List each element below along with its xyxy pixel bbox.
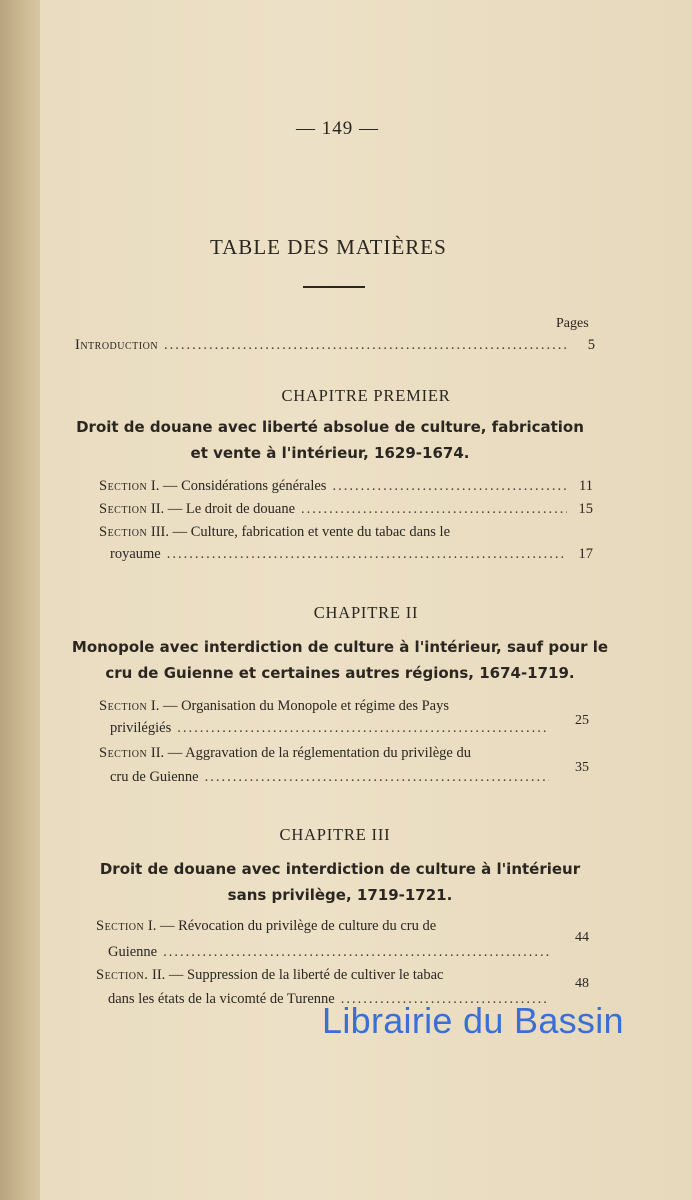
pages-column-label: Pages	[556, 316, 589, 331]
title-rule	[303, 286, 365, 288]
section-label: Section	[99, 478, 148, 494]
leader-dots	[167, 546, 567, 563]
section-page: 25	[575, 713, 589, 728]
section-continuation: privilégiés	[110, 720, 172, 736]
section-title: III. — Culture, fabrication et vente du tabac dans le	[150, 524, 451, 540]
section-continuation: cru de Guienne	[110, 769, 199, 785]
toc-entry	[110, 546, 593, 563]
book-gutter	[0, 0, 40, 1200]
chapter-3-subtitle	[80, 856, 600, 908]
section-page: 44	[575, 930, 589, 945]
section-page: 17	[578, 546, 593, 562]
section-label: Section	[99, 524, 148, 540]
section-continuation: Guienne	[108, 944, 158, 960]
section-title: I. — Organisation du Monopole et régime des Pays	[150, 698, 450, 714]
section-label: Section	[96, 918, 145, 934]
section-text	[99, 501, 295, 518]
section-label: Section.	[96, 967, 149, 983]
section-text	[99, 478, 326, 495]
section-title: I. — Considérations générales	[150, 478, 327, 494]
page-title: TABLE DES MATIÈRES	[210, 235, 447, 259]
chapter-3-heading: CHAPITRE III	[279, 825, 391, 844]
toc-entry-introduction	[75, 337, 595, 354]
section-text	[99, 524, 450, 541]
section-title: II. — Suppression de la liberté de cultiver le tabac	[151, 967, 444, 983]
section-continuation: dans les états de la vicomté de Turenne	[108, 991, 335, 1007]
leader-dots	[332, 478, 567, 495]
leader-dots	[205, 769, 549, 786]
section-page: 48	[575, 976, 589, 991]
leader-dots	[301, 501, 567, 518]
leader-dots	[177, 720, 549, 737]
toc-entry	[110, 769, 555, 786]
chapter-2-subtitle-line2: cru de Guienne et certaines autres régions, 1674-1719.	[105, 664, 575, 682]
chapter-1-subtitle	[60, 414, 600, 466]
section-title: I. — Révocation du privilège de culture du cru de	[147, 918, 437, 934]
section-page: 35	[575, 760, 589, 775]
toc-entry	[110, 720, 555, 737]
toc-entry	[99, 501, 593, 518]
toc-entry	[108, 944, 555, 961]
page-number: — 149 —	[296, 118, 379, 139]
section-text	[96, 918, 436, 935]
section-label: Section	[99, 501, 148, 517]
section-label: Section	[99, 698, 148, 714]
toc-entry	[99, 478, 593, 495]
section-text	[96, 967, 444, 984]
leader-dots	[163, 944, 549, 961]
section-label: Section	[99, 745, 148, 761]
section-page: 11	[579, 478, 593, 494]
chapter-2-subtitle	[60, 634, 620, 686]
leader-dots	[164, 337, 569, 354]
chapter-1-heading: CHAPITRE PREMIER	[281, 386, 451, 405]
section-title: II. — Aggravation de la réglementation du privilège du	[150, 745, 471, 761]
introduction-label: Introduction	[75, 337, 159, 353]
chapter-2-subtitle-line1: Monopole avec interdiction de culture à l'intérieur, sauf pour le	[71, 638, 609, 656]
chapter-3-subtitle-line1: Droit de douane avec interdiction de culture à l'intérieur	[99, 860, 581, 878]
chapter-1-subtitle-line2: et vente à l'intérieur, 1629-1674.	[190, 444, 470, 462]
chapter-3-subtitle-line2: sans privilège, 1719-1721.	[227, 886, 453, 904]
section-page: 15	[578, 501, 593, 517]
chapter-1-subtitle-line1: Droit de douane avec liberté absolue de culture, fabrication	[76, 418, 584, 436]
section-continuation: royaume	[110, 546, 161, 562]
introduction-page: 5	[587, 337, 595, 353]
chapter-2-heading: CHAPITRE II	[313, 603, 419, 622]
section-title: II. — Le droit de douane	[150, 501, 296, 517]
watermark: Librairie du Bassin	[322, 1000, 624, 1041]
section-text	[99, 698, 449, 715]
section-text	[99, 745, 471, 762]
